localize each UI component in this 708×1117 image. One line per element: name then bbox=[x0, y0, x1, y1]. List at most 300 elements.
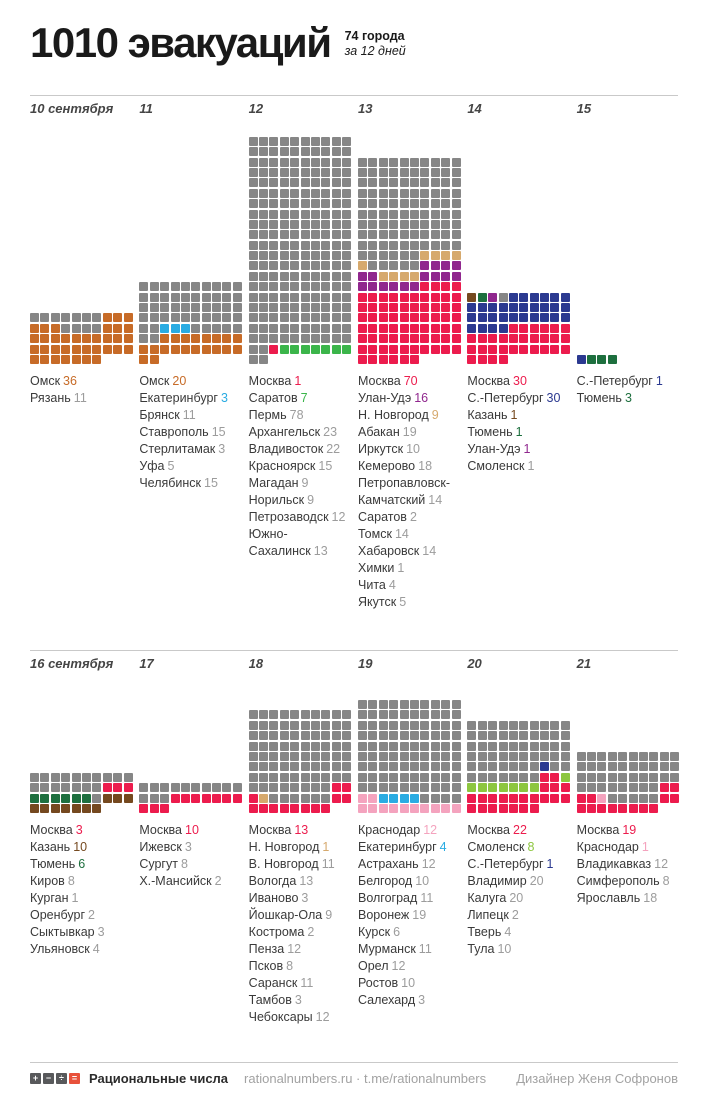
subtitle-days-count: за 12 дней bbox=[344, 44, 406, 58]
waffle-cell bbox=[478, 345, 487, 354]
week-band-1 bbox=[30, 100, 680, 611]
waffle-cell bbox=[400, 773, 409, 782]
waffle-cell bbox=[400, 345, 409, 354]
waffle-cell bbox=[358, 282, 367, 291]
waffle-cell bbox=[332, 742, 341, 751]
list-item bbox=[358, 407, 461, 424]
city-name: Южно-Сахалинск bbox=[248, 527, 311, 558]
city-name: Казань bbox=[30, 840, 71, 854]
list-item bbox=[249, 907, 352, 924]
waffle-cell bbox=[301, 199, 310, 208]
waffle-cell bbox=[342, 189, 351, 198]
waffle-cell bbox=[368, 794, 377, 803]
waffle-cell bbox=[150, 355, 159, 364]
waffle-cell bbox=[530, 345, 539, 354]
waffle-cell bbox=[92, 773, 101, 782]
waffle-cell bbox=[499, 324, 508, 333]
waffle-cell bbox=[530, 721, 539, 730]
waffle-cell bbox=[509, 783, 518, 792]
waffle-cell bbox=[441, 324, 450, 333]
waffle-cell bbox=[649, 773, 658, 782]
list-item bbox=[249, 424, 352, 441]
waffle-cell bbox=[301, 762, 310, 771]
waffle-cell bbox=[467, 334, 476, 343]
waffle-cell bbox=[249, 272, 258, 281]
waffle-cell bbox=[368, 721, 377, 730]
city-name: Красноярск bbox=[248, 459, 316, 473]
waffle-cell bbox=[509, 804, 518, 813]
waffle-cell bbox=[290, 324, 299, 333]
waffle-cell bbox=[61, 324, 70, 333]
waffle-cell bbox=[269, 313, 278, 322]
waffle-cell bbox=[233, 783, 242, 792]
waffle-cell bbox=[629, 783, 638, 792]
waffle-cell bbox=[379, 752, 388, 761]
waffle-cell bbox=[467, 804, 476, 813]
date-label: 16 сентября bbox=[30, 656, 114, 671]
city-list bbox=[467, 822, 570, 958]
waffle-cell bbox=[358, 345, 367, 354]
waffle-cell bbox=[280, 178, 289, 187]
city-value: 3 bbox=[418, 993, 426, 1007]
waffle-cell bbox=[400, 230, 409, 239]
waffle-cell bbox=[181, 293, 190, 302]
waffle-cell bbox=[290, 303, 299, 312]
waffle-cell bbox=[597, 783, 606, 792]
waffle-cell bbox=[301, 147, 310, 156]
waffle-cell bbox=[113, 783, 122, 792]
waffle-cell bbox=[269, 324, 278, 333]
waffle-cell bbox=[311, 710, 320, 719]
list-item bbox=[139, 856, 242, 873]
waffle-cell bbox=[61, 783, 70, 792]
waffle-cell bbox=[124, 773, 133, 782]
waffle-cell bbox=[577, 773, 586, 782]
waffle-cell bbox=[530, 794, 539, 803]
waffle-cell bbox=[290, 742, 299, 751]
waffle-cell bbox=[441, 313, 450, 322]
city-name: Пенза bbox=[248, 942, 285, 956]
waffle-cell bbox=[92, 783, 101, 792]
waffle-cell bbox=[488, 334, 497, 343]
waffle-cell bbox=[467, 313, 476, 322]
day-column bbox=[30, 100, 133, 611]
waffle-cell bbox=[113, 313, 122, 322]
city-value: 1 bbox=[546, 857, 554, 871]
waffle-cell bbox=[400, 189, 409, 198]
waffle-cell bbox=[321, 773, 330, 782]
waffle-cell bbox=[379, 783, 388, 792]
list-item bbox=[249, 492, 352, 509]
waffle-cell bbox=[82, 355, 91, 364]
waffle-cell bbox=[321, 241, 330, 250]
waffle-cell bbox=[249, 241, 258, 250]
city-name: Норильск bbox=[248, 493, 305, 507]
waffle-cell bbox=[290, 783, 299, 792]
waffle-cell bbox=[452, 804, 461, 813]
waffle-cell bbox=[379, 804, 388, 813]
waffle-cell bbox=[280, 345, 289, 354]
waffle-cell bbox=[410, 324, 419, 333]
waffle-chart-area bbox=[249, 673, 352, 813]
waffle-cell bbox=[379, 710, 388, 719]
waffle-cell bbox=[389, 794, 398, 803]
waffle-cell bbox=[467, 742, 476, 751]
list-item bbox=[358, 839, 461, 856]
waffle-cell bbox=[40, 794, 49, 803]
waffle-cell bbox=[550, 334, 559, 343]
waffle-cell bbox=[171, 794, 180, 803]
date-label: 20 bbox=[467, 656, 482, 671]
waffle-cell bbox=[342, 230, 351, 239]
waffle-cell bbox=[587, 752, 596, 761]
waffle-cell bbox=[441, 293, 450, 302]
city-value: 12 bbox=[331, 510, 346, 524]
waffle-cell bbox=[332, 147, 341, 156]
waffle-cell bbox=[400, 303, 409, 312]
waffle-cell bbox=[259, 230, 268, 239]
waffle-cell bbox=[420, 804, 429, 813]
waffle-cell bbox=[269, 230, 278, 239]
waffle-cell bbox=[379, 178, 388, 187]
city-value: 30 bbox=[513, 374, 527, 388]
city-value: 10 bbox=[497, 942, 512, 956]
waffle-cell bbox=[400, 324, 409, 333]
list-item bbox=[139, 822, 242, 839]
waffle-cell bbox=[368, 241, 377, 250]
waffle-cell bbox=[82, 773, 91, 782]
waffle-cell bbox=[301, 721, 310, 730]
waffle-cell bbox=[301, 804, 310, 813]
waffle-cell bbox=[280, 199, 289, 208]
city-value: 3 bbox=[97, 925, 105, 939]
list-item bbox=[139, 390, 242, 407]
waffle-cell bbox=[618, 794, 627, 803]
waffle-cell bbox=[368, 251, 377, 260]
waffle-cell bbox=[321, 721, 330, 730]
waffle-cell bbox=[431, 199, 440, 208]
waffle-cell bbox=[311, 334, 320, 343]
waffle-cell bbox=[280, 158, 289, 167]
waffle-cell bbox=[358, 721, 367, 730]
list-item bbox=[30, 822, 133, 839]
waffle-cell bbox=[280, 804, 289, 813]
waffle-cell bbox=[400, 762, 409, 771]
waffle-cell bbox=[332, 210, 341, 219]
waffle-cell bbox=[400, 251, 409, 260]
waffle-cell bbox=[597, 804, 606, 813]
waffle-cell bbox=[249, 313, 258, 322]
waffle-cell bbox=[311, 324, 320, 333]
waffle-cell bbox=[452, 700, 461, 709]
waffle-cell bbox=[290, 147, 299, 156]
list-item bbox=[139, 373, 242, 390]
waffle-cell bbox=[540, 783, 549, 792]
waffle-cell bbox=[452, 210, 461, 219]
waffle-chart-area bbox=[30, 673, 133, 813]
city-name: Якутск bbox=[358, 595, 397, 609]
waffle-cell bbox=[332, 334, 341, 343]
waffle-cell bbox=[670, 794, 679, 803]
waffle-cell bbox=[30, 313, 39, 322]
waffle-cell bbox=[410, 261, 419, 270]
city-value: 30 bbox=[546, 391, 561, 405]
city-value: 1 bbox=[523, 442, 531, 456]
list-item bbox=[249, 390, 352, 407]
waffle-cell bbox=[452, 251, 461, 260]
waffle-cell bbox=[269, 137, 278, 146]
waffle-cell bbox=[379, 282, 388, 291]
waffle-cell bbox=[249, 783, 258, 792]
waffle-cell bbox=[400, 293, 409, 302]
waffle-cell bbox=[301, 794, 310, 803]
waffle-cell bbox=[400, 158, 409, 167]
waffle-cell bbox=[280, 261, 289, 270]
waffle-cell bbox=[368, 752, 377, 761]
waffle-cell bbox=[40, 324, 49, 333]
city-name: Абакан bbox=[358, 425, 400, 439]
city-name: Киров bbox=[30, 874, 65, 888]
waffle-cell bbox=[92, 355, 101, 364]
waffle-cell bbox=[311, 137, 320, 146]
city-name: Челябинск bbox=[139, 476, 202, 490]
waffle-cell bbox=[332, 710, 341, 719]
brand-logo bbox=[30, 1073, 80, 1084]
waffle-cell bbox=[301, 293, 310, 302]
waffle-cell bbox=[311, 178, 320, 187]
city-value: 8 bbox=[286, 959, 294, 973]
waffle-cell bbox=[389, 178, 398, 187]
city-value: 6 bbox=[393, 925, 401, 939]
list-item bbox=[249, 373, 352, 390]
city-name: Москва bbox=[30, 823, 73, 837]
waffle-cell bbox=[233, 345, 242, 354]
waffle-cell bbox=[420, 334, 429, 343]
waffle-cell bbox=[660, 752, 669, 761]
waffle-cell bbox=[530, 324, 539, 333]
waffle-cell bbox=[420, 794, 429, 803]
waffle-cell bbox=[368, 355, 377, 364]
city-name: Ростов bbox=[358, 976, 399, 990]
waffle-cell bbox=[171, 282, 180, 291]
waffle-cell bbox=[160, 783, 169, 792]
waffle-cell bbox=[389, 731, 398, 740]
waffle-cell bbox=[259, 199, 268, 208]
waffle-cell bbox=[259, 303, 268, 312]
list-item bbox=[249, 1009, 352, 1026]
waffle-cell bbox=[561, 313, 570, 322]
waffle-cell bbox=[259, 752, 268, 761]
waffle-cell bbox=[321, 710, 330, 719]
waffle-cell bbox=[269, 158, 278, 167]
city-name: Кострома bbox=[248, 925, 305, 939]
city-value: 10 bbox=[73, 840, 88, 854]
waffle-cell bbox=[431, 742, 440, 751]
waffle-cell bbox=[191, 313, 200, 322]
waffle-cell bbox=[233, 324, 242, 333]
waffle-cell bbox=[467, 324, 476, 333]
city-name: Йошкар-Ола bbox=[248, 908, 323, 922]
waffle-cell bbox=[321, 804, 330, 813]
city-name: Н. Новгород bbox=[248, 840, 320, 854]
list-item bbox=[249, 407, 352, 424]
waffle-cell bbox=[420, 710, 429, 719]
waffle-cell bbox=[431, 230, 440, 239]
waffle-cell bbox=[259, 804, 268, 813]
list-item bbox=[467, 890, 570, 907]
waffle-cell bbox=[379, 334, 388, 343]
waffle-cell bbox=[488, 762, 497, 771]
waffle-cell bbox=[139, 303, 148, 312]
list-item bbox=[358, 873, 461, 890]
list-item bbox=[358, 924, 461, 941]
waffle-cell bbox=[290, 189, 299, 198]
waffle-cell bbox=[72, 794, 81, 803]
waffle-cell bbox=[561, 293, 570, 302]
waffle-cell bbox=[40, 355, 49, 364]
waffle-cell bbox=[269, 804, 278, 813]
city-name: Казань bbox=[467, 408, 508, 422]
waffle-cell bbox=[478, 752, 487, 761]
list-item bbox=[358, 424, 461, 441]
waffle-cell bbox=[103, 313, 112, 322]
logo-square-+: + bbox=[30, 1073, 41, 1084]
waffle-cell bbox=[441, 189, 450, 198]
city-value: 1 bbox=[294, 374, 302, 388]
day-column bbox=[577, 655, 680, 1026]
waffle-cell bbox=[358, 324, 367, 333]
waffle-cell bbox=[420, 752, 429, 761]
waffle-cell bbox=[249, 334, 258, 343]
city-value: 11 bbox=[182, 408, 196, 422]
waffle-cell bbox=[431, 293, 440, 302]
waffle-cell bbox=[519, 324, 528, 333]
waffle-cell bbox=[670, 762, 679, 771]
waffle-cell bbox=[249, 251, 258, 260]
waffle-cell bbox=[259, 773, 268, 782]
waffle-cell bbox=[499, 293, 508, 302]
waffle-cell bbox=[290, 158, 299, 167]
waffle-cell bbox=[441, 710, 450, 719]
waffle-cell bbox=[191, 794, 200, 803]
waffle-chart bbox=[249, 710, 352, 813]
waffle-cell bbox=[150, 794, 159, 803]
waffle-cell bbox=[124, 334, 133, 343]
waffle-cell bbox=[311, 762, 320, 771]
city-name: Москва bbox=[139, 823, 183, 837]
waffle-cell bbox=[467, 783, 476, 792]
waffle-cell bbox=[540, 345, 549, 354]
waffle-cell bbox=[301, 137, 310, 146]
waffle-cell bbox=[379, 168, 388, 177]
waffle-cell bbox=[269, 773, 278, 782]
waffle-cell bbox=[629, 773, 638, 782]
city-name: Белгород bbox=[358, 874, 413, 888]
waffle-cell bbox=[660, 773, 669, 782]
city-list bbox=[577, 822, 680, 907]
waffle-cell bbox=[280, 721, 289, 730]
waffle-cell bbox=[301, 742, 310, 751]
waffle-cell bbox=[269, 178, 278, 187]
waffle-cell bbox=[269, 251, 278, 260]
waffle-cell bbox=[358, 261, 367, 270]
waffle-cell bbox=[249, 137, 258, 146]
waffle-cell bbox=[290, 251, 299, 260]
list-item bbox=[577, 373, 680, 390]
waffle-chart bbox=[467, 293, 570, 364]
waffle-cell bbox=[540, 762, 549, 771]
waffle-cell bbox=[420, 282, 429, 291]
waffle-cell bbox=[332, 178, 341, 187]
waffle-cell bbox=[467, 293, 476, 302]
waffle-chart-area bbox=[577, 118, 680, 364]
waffle-cell bbox=[618, 783, 627, 792]
city-value: 16 bbox=[414, 391, 429, 405]
waffle-cell bbox=[467, 303, 476, 312]
waffle-cell bbox=[410, 210, 419, 219]
waffle-cell bbox=[342, 303, 351, 312]
waffle-cell bbox=[301, 773, 310, 782]
waffle-cell bbox=[441, 303, 450, 312]
waffle-cell bbox=[561, 762, 570, 771]
list-item bbox=[30, 941, 133, 958]
waffle-cell bbox=[171, 334, 180, 343]
logo-square-−: − bbox=[43, 1073, 54, 1084]
list-item bbox=[358, 958, 461, 975]
waffle-cell bbox=[441, 721, 450, 730]
waffle-cell bbox=[410, 272, 419, 281]
waffle-chart bbox=[358, 700, 461, 813]
waffle-cell bbox=[452, 168, 461, 177]
waffle-cell bbox=[420, 158, 429, 167]
waffle-cell bbox=[389, 773, 398, 782]
waffle-cell bbox=[379, 773, 388, 782]
waffle-cell bbox=[389, 804, 398, 813]
waffle-cell bbox=[410, 220, 419, 229]
waffle-cell bbox=[72, 355, 81, 364]
waffle-cell bbox=[629, 752, 638, 761]
waffle-cell bbox=[332, 137, 341, 146]
waffle-cell bbox=[368, 700, 377, 709]
waffle-cell bbox=[431, 783, 440, 792]
waffle-cell bbox=[202, 345, 211, 354]
waffle-cell bbox=[441, 773, 450, 782]
waffle-cell bbox=[249, 355, 258, 364]
waffle-cell bbox=[639, 804, 648, 813]
waffle-cell bbox=[587, 773, 596, 782]
waffle-cell bbox=[301, 752, 310, 761]
waffle-cell bbox=[342, 210, 351, 219]
waffle-cell bbox=[222, 282, 231, 291]
waffle-cell bbox=[321, 762, 330, 771]
page-title: 1010 эвакуаций bbox=[30, 19, 331, 66]
list-item bbox=[467, 407, 570, 424]
waffle-cell bbox=[249, 168, 258, 177]
waffle-cell bbox=[212, 334, 221, 343]
waffle-cell bbox=[358, 158, 367, 167]
waffle-cell bbox=[478, 324, 487, 333]
waffle-cell bbox=[420, 313, 429, 322]
date-label: 17 bbox=[139, 656, 154, 671]
list-item bbox=[249, 475, 352, 492]
waffle-cell bbox=[452, 345, 461, 354]
waffle-cell bbox=[431, 324, 440, 333]
waffle-cell bbox=[608, 783, 617, 792]
city-name: Краснодар bbox=[358, 823, 421, 837]
waffle-cell bbox=[379, 251, 388, 260]
waffle-cell bbox=[379, 324, 388, 333]
waffle-cell bbox=[467, 345, 476, 354]
